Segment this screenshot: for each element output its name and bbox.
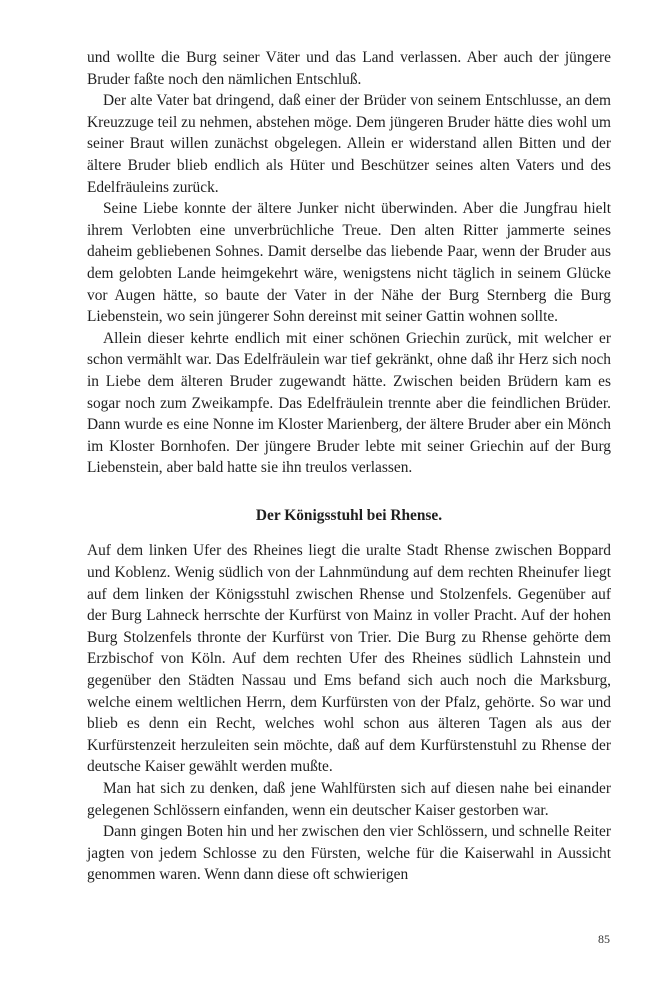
paragraph: Seine Liebe konnte der ältere Junker nicht überwinden. Aber die Jungfrau hielt ihrem Verlobten eine unverbrüchliche Treue. Den alten Ritter jammerte seines daheim gebliebenen Sohnes. Damit derselbe das liebende Paar, wenn der Bruder aus dem gelobten Lande heimgekehrt wäre, wenigstens nicht täglich in seinem Glücke vor Augen hätte, so baute der Vater in der Nähe der Burg Sternberg die Burg Liebenstein, wo sein jüngerer Sohn dereinst mit seiner Gattin wohnen sollte. — [87, 200, 611, 326]
paragraph-continued: und wollte die Burg seiner Väter und das Land verlassen. Aber auch der jüngere Bruder faßte noch den nämlichen Entschluß. — [87, 49, 611, 88]
paragraph: Dann gingen Boten hin und her zwischen den vier Schlössern, und schnelle Reiter jagten von jedem Schlosse zu den Fürsten, welche für die Kaiserwahl in Aussicht genommen waren. Wenn dann diese oft schwierigen — [87, 823, 611, 884]
section-heading: Der Königsstuhl bei Rhense. — [255, 506, 443, 524]
paragraph: Man hat sich zu denken, daß jene Wahlfürsten sich auf diesen nahe bei einander gelegenen Schlössern einfanden, wenn ein deutscher Kaiser gestorben war. — [87, 780, 611, 819]
page-body — [87, 47, 611, 886]
paragraph: Auf dem linken Ufer des Rheines liegt die uralte Stadt Rhense zwischen Boppard und Koblenz. Wenig südlich von der Lahnmündung auf dem rechten Rheinufer liegt auf dem linken der Königsstuhl zwischen Rhense und Stolzenfels. Gegenüber auf der Burg Lahneck herrschte der Kurfürst von Mainz in voller Pracht. Auf der hohen Burg Stolzenfels thronte der Kurfürst von Trier. Die Burg zu Rhense gehörte dem Erzbischof von Köln. Auf dem rechten Ufer des Rheines südlich Lahnstein und gegenüber den Städten Nassau und Ems befand sich auch noch die Marksburg, welche einem weltlichen Herrn, dem Kurfürsten von der Pfalz, gehörte. So war und blieb es denn ein Recht, welches wohl schon aus älteren Tagen als aus der Kurfürstenzeit herzuleiten sein möchte, daß auf dem Kurfürstenstuhl zu Rhense der deutsche Kaiser gewählt werden mußte. — [87, 542, 611, 776]
paragraph: Allein dieser kehrte endlich mit einer schönen Griechin zurück, mit welcher er schon vermählt war. Das Edelfräulein war tief gekränkt, ohne daß ihr Herz sich noch in Liebe dem älteren Bruder zugewandt hätte. Zwischen beiden Brüdern kam es sogar noch zum Zweikampfe. Das Edelfräulein trennte aber die feindlichen Brüder. Dann wurde es eine Nonne im Kloster Marienberg, der ältere Bruder aber ein Mönch im Kloster Bornhofen. Der jüngere Bruder lebte mit seiner Griechin auf der Burg Liebenstein, aber bald hatte sie ihn treulos verlassen. — [87, 329, 611, 477]
paragraph: Der alte Vater bat dringend, daß einer der Brüder von seinem Entschlusse, an dem Kreuzzuge teil zu nehmen, abstehen möge. Dem jüngeren Bruder hätte dies wohl um seiner Braut willen zunächst obgelegen. Allein er widerstand allen Bitten und der ältere Bruder blieb endlich als Hüter und Beschützer seines alten Vaters und des Edelfräuleins zurück. — [87, 92, 611, 196]
page-number: 85 — [598, 932, 610, 946]
